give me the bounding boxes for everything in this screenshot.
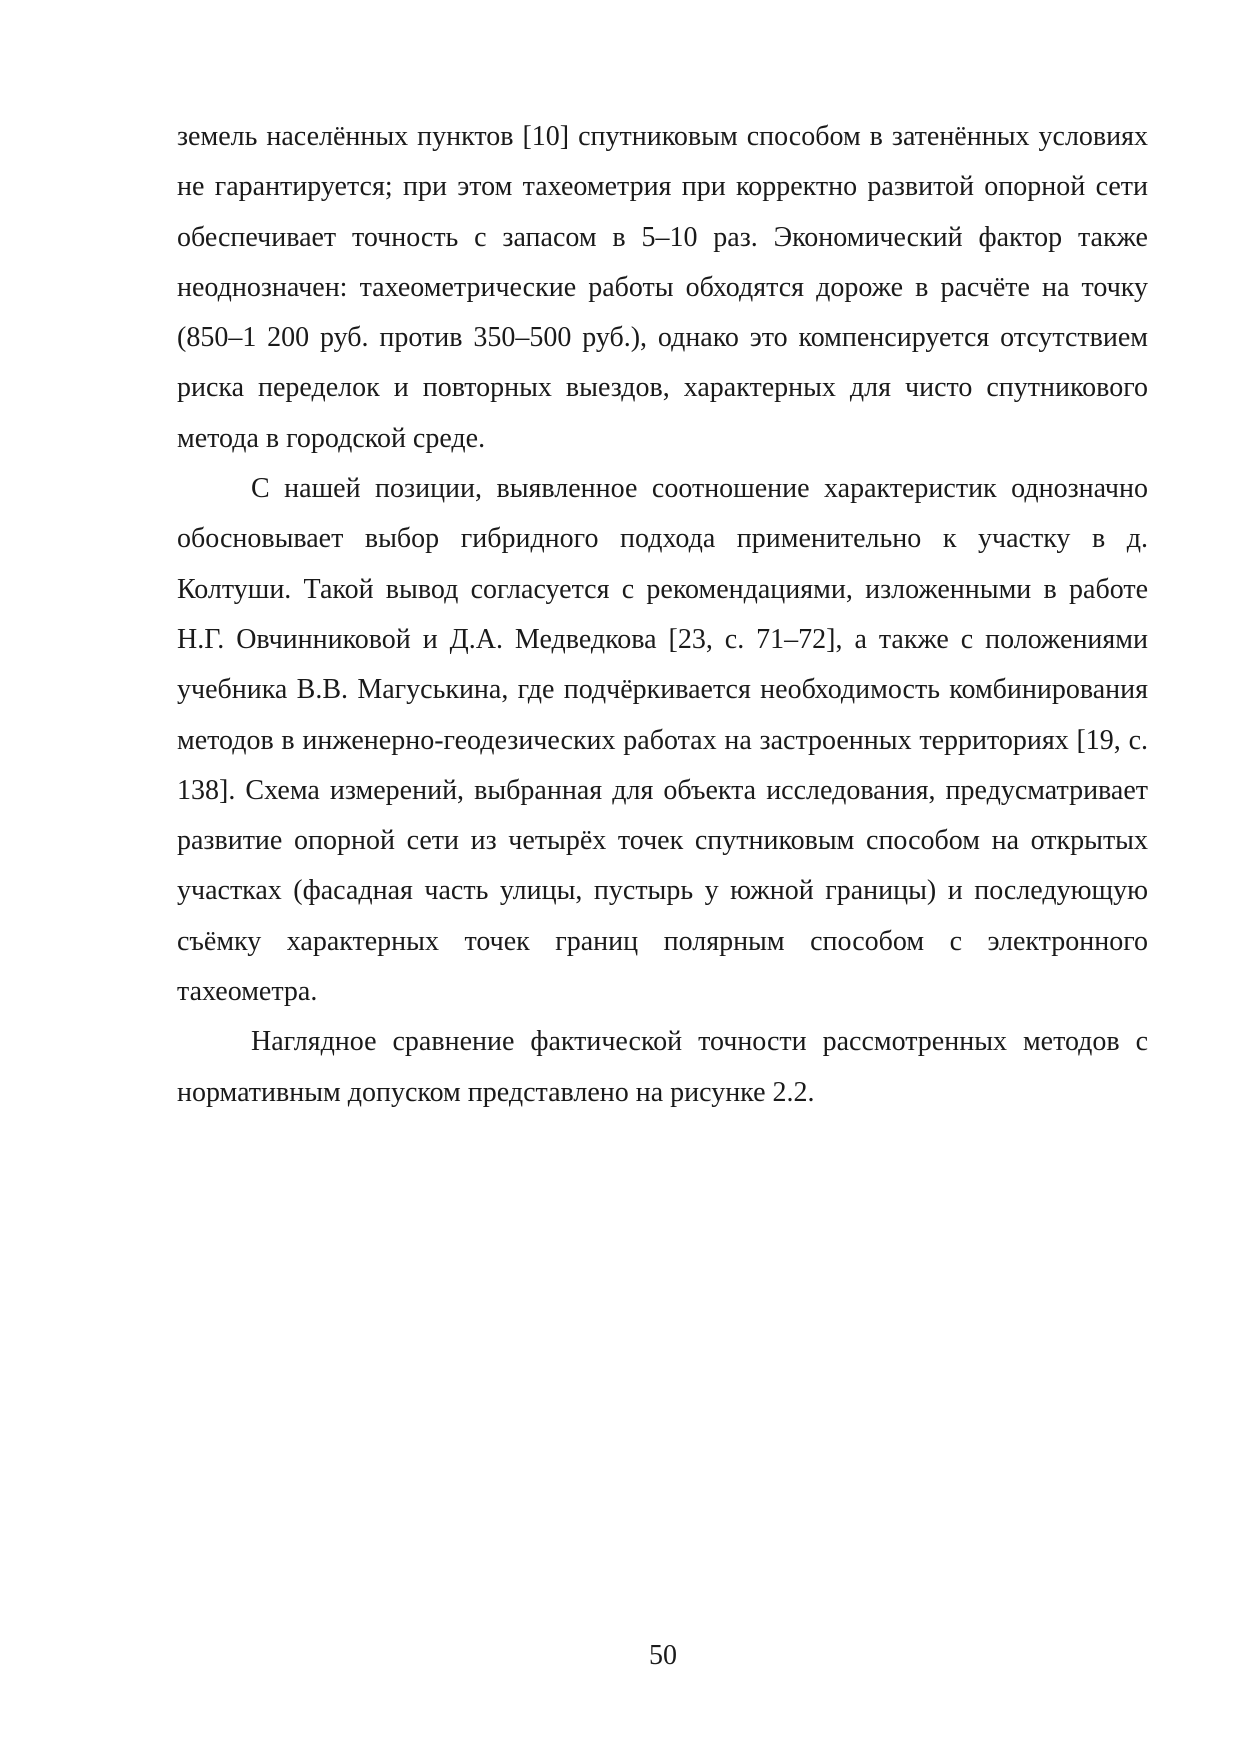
page-number: 50 bbox=[649, 1640, 677, 1671]
paragraph-continuation: земель населённых пунктов [10] спутниковым способом в затенённых условиях не гарантируется; при этом тахеометрия при корректно развитой опорной сети обеспечивает точность с запасом в 5–10 раз. Экономический фактор также неоднозначен: тахеометрические работы обходятся дороже в расчёте на точку (850–1 200 руб. против 350–500 руб.), однако это компенсируется отсутствием риска переделок и повторных выездов, характерных для чисто спутникового метода в городской среде. bbox=[177, 121, 1148, 454]
paragraph-hybrid-approach: С нашей позиции, выявленное соотношение характеристик однозначно обосновывает выбор гибридного подхода применительно к участку в д. Колтуши. Такой вывод согласуется с рекомендациями, изложенными в работе Н.Г. Овчинниковой и Д.А. Медведкова [23, с. 71–72], а также с положениями учебника В.В. Магуськина, где подчёркивается необходимость комбинирования методов в инженерно-геодезических работах на застроенных территориях [19, с. 138]. Схема измерений, выбранная для объекта исследования, предусматривает развитие опорной сети из четырёх точек спутниковым способом на открытых участках (фасадная часть улицы, пустырь у южной границы) и последующую съёмку характерных точек границ полярным способом с электронного тахеометра. bbox=[177, 473, 1148, 1008]
paragraph-figure-reference: Наглядное сравнение фактической точности рассмотренных методов с нормативным допуском представлено на рисунке 2.2. bbox=[177, 1026, 1148, 1108]
body-text bbox=[177, 112, 1148, 1118]
